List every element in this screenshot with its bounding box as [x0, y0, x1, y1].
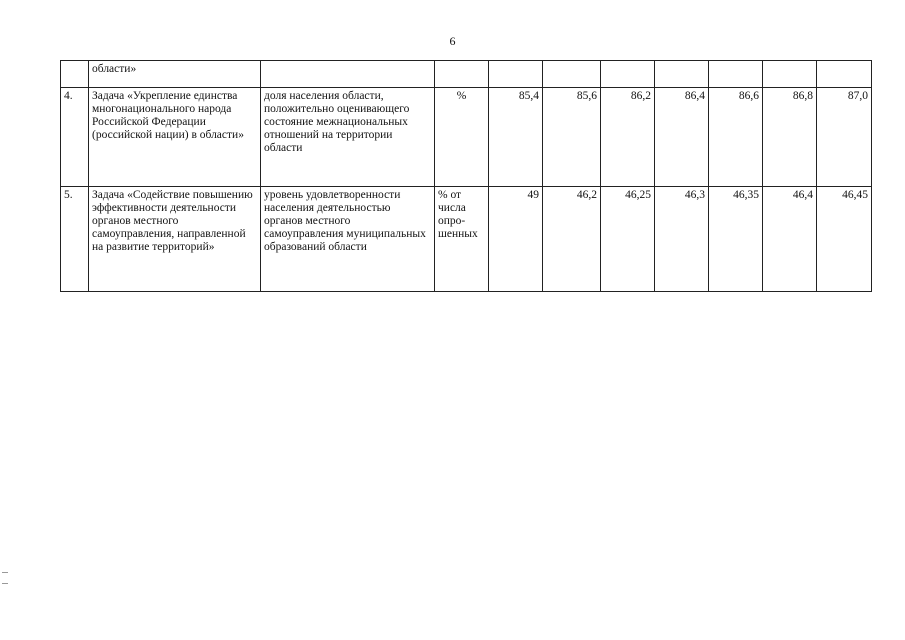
value-cell: 46,25 — [601, 187, 655, 292]
page-number: 6 — [449, 34, 456, 48]
value-cell: 86,2 — [601, 88, 655, 187]
value-cell: 85,6 — [543, 88, 601, 187]
value-cell: 46,3 — [655, 187, 709, 292]
indicator-cell: доля населения области, положительно оценивающего состояние межнациональных отношений на территории области — [261, 88, 435, 187]
row-number-cell — [61, 61, 89, 88]
task-cell: Задача «Укрепление единства многонационального народа Российской Федерации (российской нации) в области» — [89, 88, 261, 187]
value-cell — [763, 61, 817, 88]
unit-cell: % от числа опро- шенных — [435, 187, 489, 292]
value-cell: 49 — [489, 187, 543, 292]
value-cell: 46,2 — [543, 187, 601, 292]
scan-edge-marks — [2, 572, 8, 584]
value-cell — [655, 61, 709, 88]
value-cell: 46,35 — [709, 187, 763, 292]
table-row — [61, 61, 872, 88]
value-cell — [817, 61, 872, 88]
indicators-table — [60, 60, 872, 292]
value-cell: 86,8 — [763, 88, 817, 187]
table-row — [61, 187, 872, 292]
value-cell: 85,4 — [489, 88, 543, 187]
value-cell: 87,0 — [817, 88, 872, 187]
value-cell: 86,6 — [709, 88, 763, 187]
unit-cell: % — [435, 88, 489, 187]
task-cell: Задача «Содействие повышению эффективности деятельности органов местного самоуправления, направленной на развитие территорий» — [89, 187, 261, 292]
unit-cell — [435, 61, 489, 88]
indicator-cell: уровень удовлетворенности населения деятельностью органов местного самоуправления муниципальных образований области — [261, 187, 435, 292]
value-cell — [709, 61, 763, 88]
row-number-cell: 5. — [61, 187, 89, 292]
indicator-cell — [261, 61, 435, 88]
value-cell — [601, 61, 655, 88]
value-cell: 86,4 — [655, 88, 709, 187]
row-number-cell: 4. — [61, 88, 89, 187]
value-cell — [543, 61, 601, 88]
table-row — [61, 88, 872, 187]
value-cell: 46,4 — [763, 187, 817, 292]
value-cell — [489, 61, 543, 88]
value-cell: 46,45 — [817, 187, 872, 292]
task-cell: области» — [89, 61, 261, 88]
